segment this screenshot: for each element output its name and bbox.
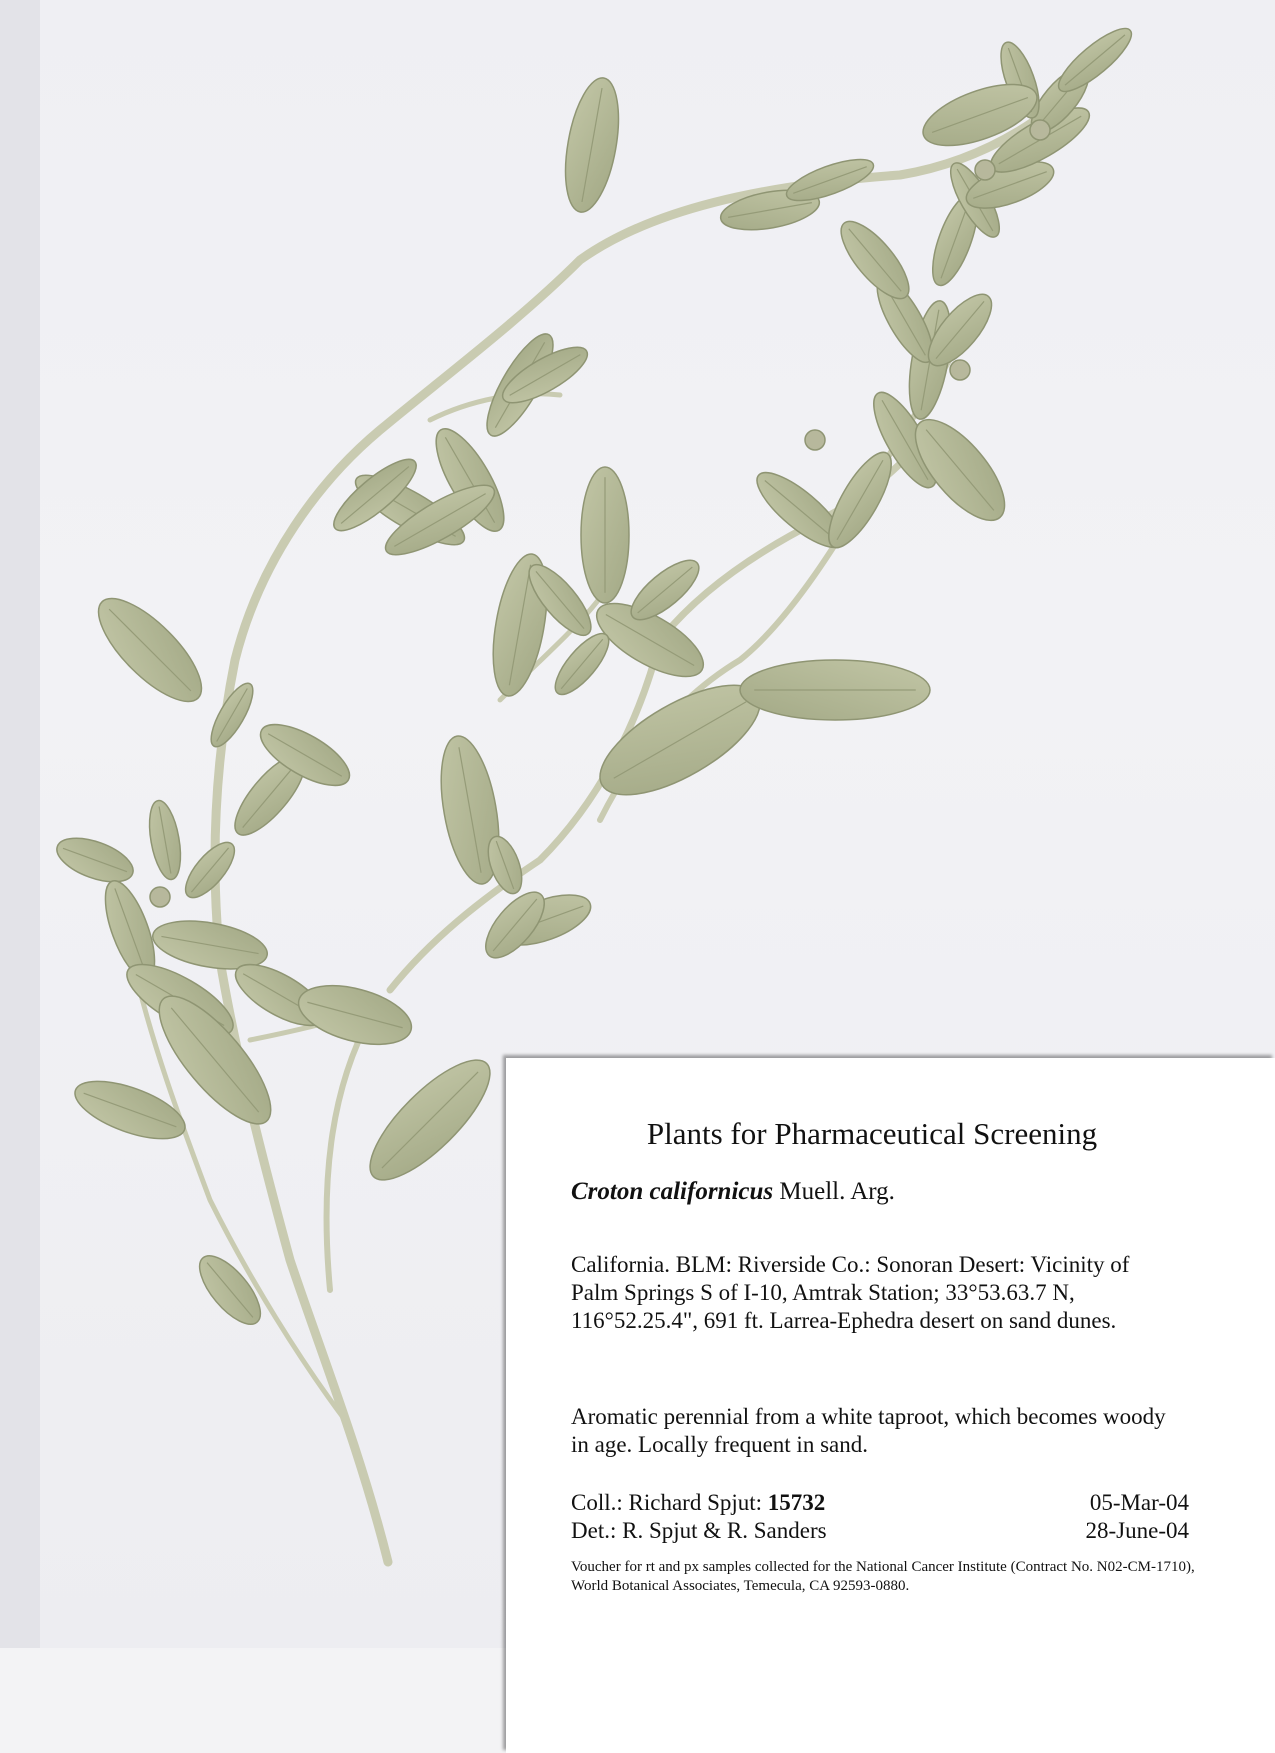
collector-number: 15732 <box>767 1490 826 1515</box>
flower-cluster <box>1030 120 1050 140</box>
voucher-line: World Botanical Associates, Temecula, CA 92593-0880. <box>571 1578 910 1594</box>
notes-line: in age. Locally frequent in sand. <box>571 1432 868 1457</box>
locality-line: 116°52.25.4", 691 ft. Larrea-Ephedra desert on sand dunes. <box>571 1308 1117 1333</box>
specimen-label <box>506 1058 1275 1753</box>
collector <box>571 1490 825 1516</box>
flower-cluster <box>975 160 995 180</box>
notes-line: Aromatic perennial from a white taproot, which becomes woody <box>571 1404 1166 1429</box>
locality-line: California. BLM: Riverside Co.: Sonoran Desert: Vicinity of <box>571 1252 1130 1277</box>
collection-date: 05-Mar-04 <box>1089 1490 1189 1515</box>
determination-date: 28-June-04 <box>1085 1518 1189 1543</box>
locality-line: Palm Springs S of I-10, Amtrak Station; 33°53.63.7 N, <box>571 1280 1075 1305</box>
taxon-name: Croton californicus <box>571 1178 774 1205</box>
locality-text <box>571 1251 1231 1335</box>
flower-cluster <box>950 360 970 380</box>
determiner: Det.: R. Spjut & R. Sanders <box>571 1518 827 1543</box>
habit-notes <box>571 1403 1251 1459</box>
taxon-line <box>571 1178 895 1206</box>
voucher-note <box>571 1558 1271 1596</box>
label-title: Plants for Pharmaceutical Screening <box>646 1116 1098 1151</box>
collector-row <box>571 1490 1189 1516</box>
voucher-line: Voucher for rt and px samples collected for the National Cancer Institute (Contract No. N02-CM-1710), <box>571 1559 1195 1575</box>
determiner-row <box>571 1518 1189 1544</box>
flower-cluster <box>150 887 170 907</box>
taxon-author: Muell. Arg. <box>773 1178 895 1205</box>
collector-name: Coll.: Richard Spjut: <box>571 1490 768 1515</box>
flower-cluster <box>805 430 825 450</box>
